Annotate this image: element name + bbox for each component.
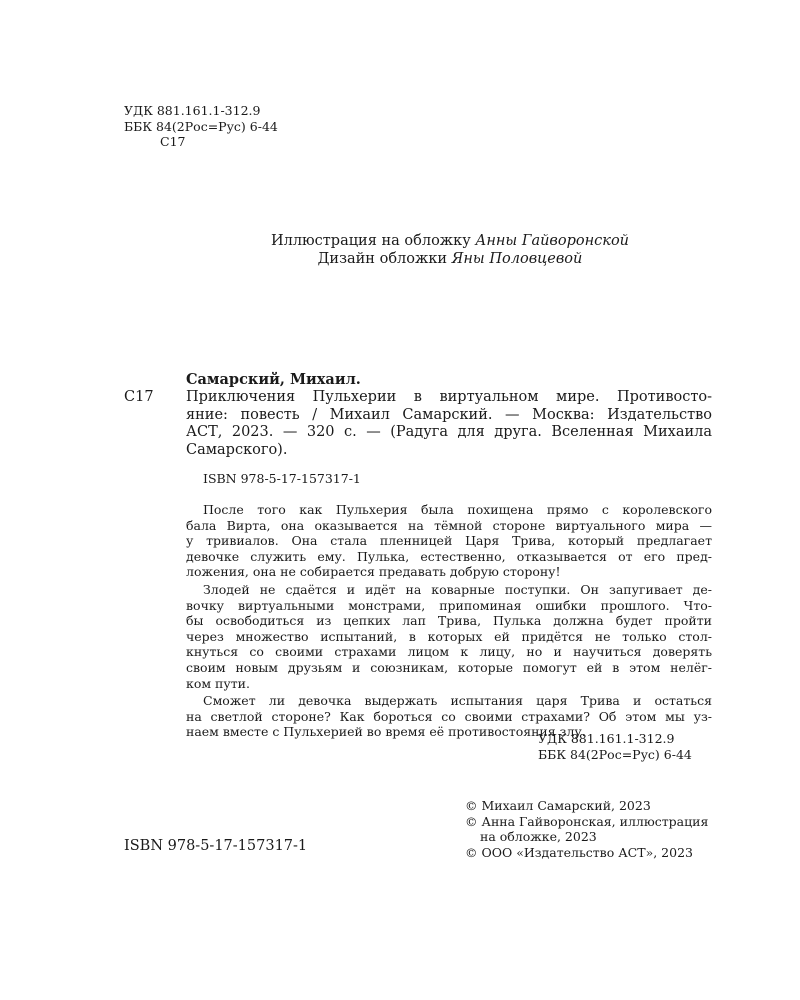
cover-credits (150, 233, 750, 268)
annotation-line: Сможет ли девочка выдержать испытания царя Трива и остаться (203, 693, 712, 709)
catalog-description (186, 389, 712, 459)
annotation-line: на светлой стороне? Как бороться со своими страхами? Об этом мы уз- (186, 708, 712, 724)
copyright-line: © Анна Гайворонская, иллюстрация (465, 813, 709, 829)
annotation-line: своим новым друзьям и союзникам, которые помогут ей в этом нелёг- (186, 659, 712, 675)
annotation-line: у тривиалов. Она стала пленницей Царя Трива, который предлагает (186, 533, 712, 549)
illustration-credit (150, 233, 750, 251)
annotation-bbk: ББК 84(2Рос=Рус) 6-44 (538, 746, 692, 762)
annotation-paragraph (186, 502, 712, 580)
description-line: Приключения Пульхерии в виртуальном мире. Противосто- (186, 389, 712, 405)
udk-code: УДК 881.161.1-312.9 (124, 103, 261, 118)
author-heading: Самарский, Михаил. (186, 371, 361, 388)
annotation-udk: УДК 881.161.1-312.9 (538, 731, 675, 746)
annotation-line: вочку виртуальными монстрами, припоминая ошибки прошлого. Что- (186, 597, 712, 613)
designer-name: Яны Половцевой (451, 250, 583, 267)
copyright-block (465, 798, 708, 860)
design-credit (150, 251, 750, 269)
annotation-line: кнуться со своими страхами лицом к лицу, но и научиться доверять (186, 644, 712, 660)
annotation-line: бы освободиться из цепких лап Трива, Пулька должна будет пройти (186, 613, 712, 629)
author-mark: С17 (160, 134, 186, 149)
bbk-code: ББК 84(2Рос=Рус) 6-44 (124, 118, 278, 134)
annotation-line: девочке служить ему. Пулька, естественно, отказывается от его пред- (186, 548, 712, 564)
catalog-isbn: ISBN 978-5-17-157317-1 (203, 471, 361, 486)
description-line: Самарского). (186, 441, 288, 458)
annotation-line: Злодей не сдаётся и идёт на коварные поступки. Он запугивает де- (203, 581, 712, 597)
bottom-isbn: ISBN 978-5-17-157317-1 (124, 838, 308, 854)
copyright-line: на обложке, 2023 (480, 829, 597, 844)
annotation-paragraph (186, 582, 712, 691)
annotation-codes (538, 731, 692, 762)
copyright-line: © ООО «Издательство АСТ», 2023 (465, 844, 693, 860)
annotation-line: через множество испытаний, в которых ей придётся не только стол- (186, 628, 712, 644)
description-line: АСТ, 2023. — 320 с. — (Радуга для друга. Вселенная Михаила (186, 424, 712, 440)
design-label: Дизайн обложки (317, 250, 452, 267)
annotation-line: бала Вирта, она оказывается на тёмной стороне виртуального мира — (186, 517, 712, 533)
illustration-label: Иллюстрация на обложку (270, 233, 476, 249)
annotation-line: наем вместе с Пульхерией во время её противостояния злу. (186, 724, 586, 740)
illustrator-name: Анны Гайворонской (475, 233, 630, 249)
catalog-author-mark: С17 (124, 389, 154, 405)
annotation-line: ложения, она не собирается предавать добрую сторону! (186, 564, 561, 580)
annotation-line: После того как Пульхерия была похищена прямо с королевского (203, 502, 712, 517)
top-codes (124, 103, 278, 150)
annotation (186, 502, 712, 742)
copyright-line: © Михаил Самарский, 2023 (465, 798, 651, 813)
annotation-line: ком пути. (186, 675, 250, 691)
description-line: яние: повесть / Михаил Самарский. — Москва: Издательство (186, 406, 712, 423)
